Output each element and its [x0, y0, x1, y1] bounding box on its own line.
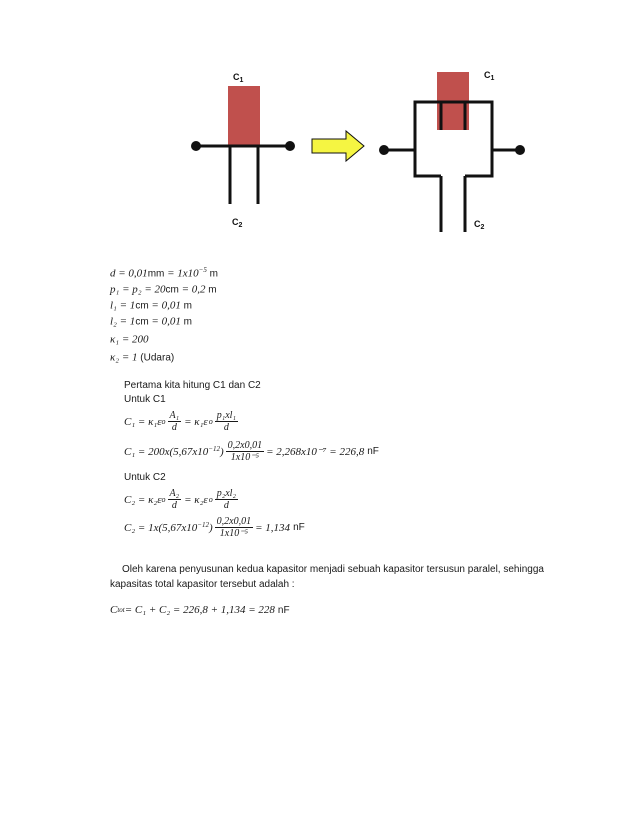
given-tail: m — [180, 316, 192, 328]
given-mid: = 1x10 — [164, 267, 199, 280]
c2-calc-lhs: C₂ = 1x(5,67x10 — [124, 521, 198, 534]
capacitor-diagram — [0, 0, 638, 245]
given-tail: m — [205, 284, 217, 296]
given-lhs: l₂ = 1 — [110, 315, 136, 328]
c2-frac-b-num: p₂xl₂ — [216, 488, 236, 499]
total-lhs: C — [110, 604, 118, 616]
c1-formula-mid: = κ₁ε — [184, 415, 208, 428]
given-row — [110, 280, 217, 297]
c2-calc-frac — [215, 516, 253, 539]
right-capacitor-parallel — [379, 70, 525, 232]
right-terminal-dot — [285, 141, 295, 151]
given-lhs: κ₁ = 200 — [110, 333, 149, 346]
total-rhs: = C₁ + C₂ = 226,8 + 1,134 = 228 — [124, 604, 275, 616]
given-lhs: l₁ = 1 — [110, 299, 136, 312]
given-lhs: κ₂ = 1 — [110, 351, 138, 364]
c2-frac-b-den: d — [223, 500, 229, 511]
conclusion-paragraph — [110, 562, 550, 592]
c2-formula-sub: o — [161, 495, 166, 504]
right-wire-bottom-r — [465, 150, 492, 176]
c2-heading: Untuk C2 — [124, 472, 166, 483]
given-unit: cm — [135, 300, 149, 312]
total-sub: tot — [117, 606, 125, 614]
given-row — [110, 264, 218, 281]
c2-calc-result: = 1,134 — [255, 521, 291, 534]
given-tail: m — [180, 300, 192, 312]
given-row — [110, 330, 149, 347]
given-mid: = 0,2 — [178, 283, 206, 296]
c2-formula-mid: = κ₂ε — [184, 493, 208, 506]
c2-calc-unit: nF — [293, 522, 305, 533]
total-unit: nF — [277, 604, 290, 616]
intro-text: Pertama kita hitung C1 dan C2 — [124, 380, 261, 391]
given-row — [110, 296, 192, 313]
c1-calc-exp: −12 — [208, 444, 220, 453]
given-row — [110, 312, 192, 329]
c1-calc-close: ) — [220, 445, 224, 458]
right-label-c1: $C_1$ — [484, 70, 495, 82]
transform-arrow-icon — [312, 131, 364, 161]
c2-frac-a-den: d — [171, 500, 177, 511]
right-terminal-right-dot — [515, 145, 525, 155]
c2-calc-num: 0,2x0,01 — [216, 516, 252, 527]
c1-frac-a-num: A₁ — [169, 410, 180, 421]
c2-frac-a-num: A₂ — [169, 488, 180, 499]
conclusion-text: Oleh karena penyusunan kedua kapasitor menjadi sebuah kapasitor tersusun paralel, sehingga kapasitas total kapasitor tersebut adalah : — [110, 564, 544, 590]
total-capacitance — [110, 604, 290, 616]
right-wire-bottom — [415, 150, 441, 176]
left-label-c2: $C_2$ — [232, 217, 243, 229]
c1-calc-lhs: C₁ = 200x(5,67x10 — [124, 445, 209, 458]
c1-formula — [124, 410, 240, 433]
left-terminal-dot — [191, 141, 201, 151]
given-unit: (Udara) — [137, 352, 175, 364]
right-terminal-left-dot — [379, 145, 389, 155]
given-lhs: p₁ = p₂ = 20 — [110, 283, 166, 296]
given-lhs: d = 0,01 — [110, 267, 148, 280]
c1-formula-sub2: o — [208, 417, 213, 426]
c2-formula-sub2: o — [208, 495, 213, 504]
given-unit: mm — [147, 268, 165, 280]
c1-formula-sub: o — [161, 417, 166, 426]
c1-heading: Untuk C1 — [124, 394, 166, 405]
c1-calc-num: 0,2x0,01 — [227, 440, 263, 451]
c2-calc-exp: −12 — [197, 520, 209, 529]
c1-calc-result: = 2,268x10⁻⁷ = 226,8 — [266, 446, 365, 458]
c1-frac-b-num: p₁xl₁ — [216, 410, 236, 421]
given-row — [110, 348, 174, 365]
c1-calc-den: 1x10⁻⁵ — [230, 452, 259, 463]
c1-frac-a — [168, 410, 182, 433]
c2-formula-lhs: C₂ = κ₂ε — [124, 493, 162, 506]
c2-formula — [124, 488, 240, 511]
c1-calc-unit: nF — [367, 446, 379, 457]
c2-calculation — [124, 516, 305, 539]
given-mid: = 0,01 — [148, 315, 181, 328]
c1-frac-b-den: d — [223, 422, 229, 433]
given-unit: cm — [135, 316, 149, 328]
c1-frac-b — [215, 410, 238, 433]
left-dielectric-c1 — [228, 86, 260, 146]
left-label-c1: $C_1$ — [233, 72, 244, 84]
given-unit: cm — [165, 284, 179, 296]
c2-calc-den: 1x10⁻⁵ — [219, 528, 248, 539]
c2-frac-b — [215, 488, 238, 511]
c1-formula-lhs: C₁ = κ₁ε — [124, 415, 162, 428]
given-exp: −5 — [198, 266, 207, 274]
given-tail: m — [206, 268, 219, 280]
c1-calculation — [124, 440, 379, 463]
given-mid: = 0,01 — [148, 299, 181, 312]
c2-calc-close: ) — [209, 521, 213, 534]
c2-frac-a — [168, 488, 182, 511]
right-label-c2: $C_2$ — [474, 219, 485, 231]
c1-frac-a-den: d — [171, 422, 177, 433]
left-capacitor — [191, 72, 295, 229]
c1-calc-frac — [226, 440, 264, 463]
